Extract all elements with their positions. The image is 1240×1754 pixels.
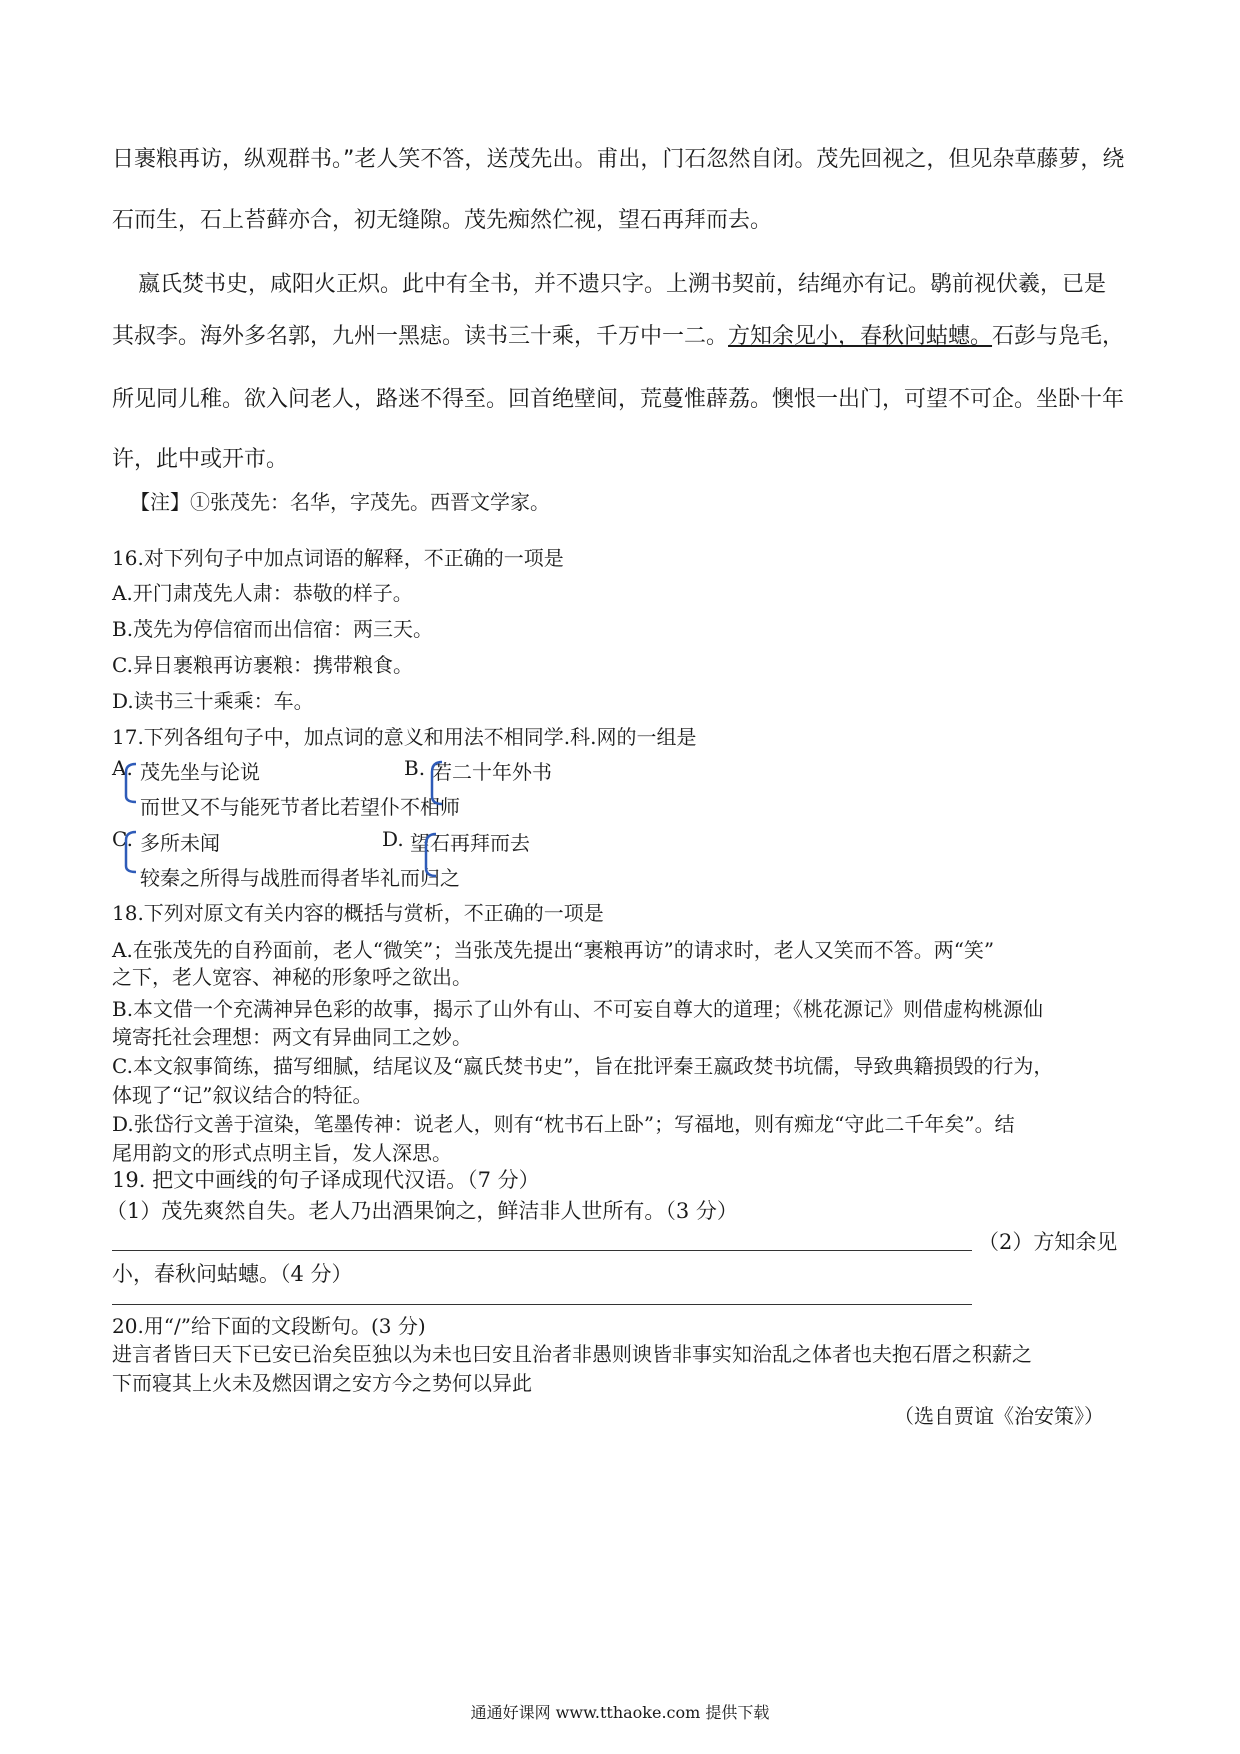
question-18-line: 境寄托社会理想：两文有异曲同工之妙。	[112, 1025, 472, 1049]
question-17-option-c-line2: 较秦之所得与战胜而得者毕礼而归之	[140, 866, 460, 890]
question-16-option: B.茂先为停信宿而出信宿：两三天。	[112, 617, 434, 641]
question-16-stem: 16.对下列句子中加点词语的解释，不正确的一项是	[112, 546, 564, 570]
answer-line[interactable]	[112, 1304, 972, 1305]
page-footer: 通通好课网 www.tthaoke.com 提供下载	[470, 1703, 770, 1722]
question-19-sub2-end: 小，春秋问蛄蟪。（4 分）	[112, 1262, 353, 1286]
question-20-text: 进言者皆曰天下已安已治矣臣独以为未也曰安且治者非愚则谀皆非事实知治乱之体者也夫抱石厝之积薪之	[112, 1342, 1032, 1366]
question-20-source: （选自贾谊《治安策》）	[894, 1404, 1104, 1428]
answer-line[interactable]	[112, 1250, 972, 1251]
passage-line	[112, 319, 1124, 350]
underlined-sentence: 方知余见小，春秋问蛄蟪。	[728, 324, 993, 349]
question-18-line: 体现了“记”叙议结合的特征。	[112, 1083, 373, 1107]
bracket-mark-d	[418, 830, 440, 880]
question-18-line: 尾用韵文的形式点明主旨，发人深思。	[112, 1141, 452, 1165]
question-17-option-a-line1: 茂先坐与论说	[140, 760, 260, 784]
question-18-line: D.张岱行文善于渲染，笔墨传神：说老人，则有“枕书石上卧”；写福地，则有痴龙“守此二千年矣”。结	[112, 1112, 1015, 1136]
question-18-line: 之下，老人宽容、神秘的形象呼之欲出。	[112, 965, 472, 989]
question-17-option-a-line2: 而世又不与能死节者比若望仆不相师	[140, 795, 460, 819]
question-17-option-d-line1: 望石再拜而去	[410, 831, 530, 855]
question-19-sub2-start: （2）方知余见	[978, 1230, 1118, 1254]
question-19-sub1: （1）茂先爽然自失。老人乃出酒果饷之，鲜洁非人世所有。（3 分）	[106, 1199, 738, 1223]
annotation-note: 【注】①张茂先：名华，字茂先。西晋文学家。	[130, 490, 550, 514]
passage-text: 石彭与凫毛，	[992, 324, 1125, 349]
question-18-line: C.本文叙事简练，描写细腻，结尾议及“嬴氏焚书史”，旨在批评秦王嬴政焚书坑儒，导致典籍损毁的行为，	[112, 1054, 1054, 1078]
bracket-mark-b	[424, 758, 446, 808]
question-16-option: C.异日裹粮再访裹粮：携带粮食。	[112, 653, 413, 677]
question-17-option-a-label: A.	[112, 756, 133, 780]
passage-line: 嬴氏焚书史，咸阳火正炽。此中有全书，并不遗只字。上溯书契前，结绳亦有记。鹖前视伏羲，已是	[138, 272, 1107, 297]
passage-line: 日裹粮再访，纵观群书。”老人笑不答，送茂先出。甫出，门石忽然自闭。茂先回视之，但见杂草藤萝，绕	[112, 147, 1125, 172]
question-18-line: A.在张茂先的自矜面前，老人“微笑”；当张茂先提出“裹粮再访”的请求时，老人又笑而不答。两“笑”	[112, 938, 995, 962]
passage-line: 石而生，石上苔藓亦合，初无缝隙。茂先痴然伫视，望石再拜而去。	[112, 208, 773, 233]
question-17-option-b-label: B.	[404, 756, 426, 780]
question-18-stem: 18.下列对原文有关内容的概括与赏析，不正确的一项是	[112, 901, 604, 925]
question-19-stem: 19. 把文中画线的句子译成现代汉语。（7 分）	[112, 1168, 540, 1192]
bracket-mark-a	[118, 760, 140, 806]
bracket-mark-c	[118, 828, 140, 876]
question-17-stem: 17.下列各组句子中，加点词的意义和用法不相同学.科.网的一组是	[112, 725, 697, 749]
passage-text: 其叔李。海外多名郭，九州一黑痣。读书三十乘，千万中一二。	[112, 324, 729, 349]
question-16-option: A.开门肃茂先人肃：恭敬的样子。	[112, 581, 413, 605]
passage-line: 许，此中或开市。	[112, 447, 289, 472]
question-16-option: D.读书三十乘乘：车。	[112, 689, 314, 713]
question-17-option-b-line1: 若二十年外书	[432, 760, 552, 784]
question-17-option-d-label: D.	[382, 827, 404, 851]
passage-line: 所见同儿稚。欲入问老人，路迷不得至。回首绝壁间，荒蔓惟薜荔。懊恨一出门，可望不可企。坐卧十年	[112, 387, 1125, 412]
question-17-option-c-line1: 多所未闻	[140, 831, 220, 855]
question-20-stem: 20.用“/”给下面的文段断句。(3 分)	[112, 1314, 426, 1338]
question-18-line: B.本文借一个充满神异色彩的故事，揭示了山外有山、不可妄自尊大的道理；《桃花源记》则借虚构桃源仙	[112, 997, 1044, 1021]
question-17-option-c-label: C.	[112, 827, 133, 851]
question-20-text: 下而寝其上火未及燃因谓之安方今之势何以异此	[112, 1371, 532, 1395]
